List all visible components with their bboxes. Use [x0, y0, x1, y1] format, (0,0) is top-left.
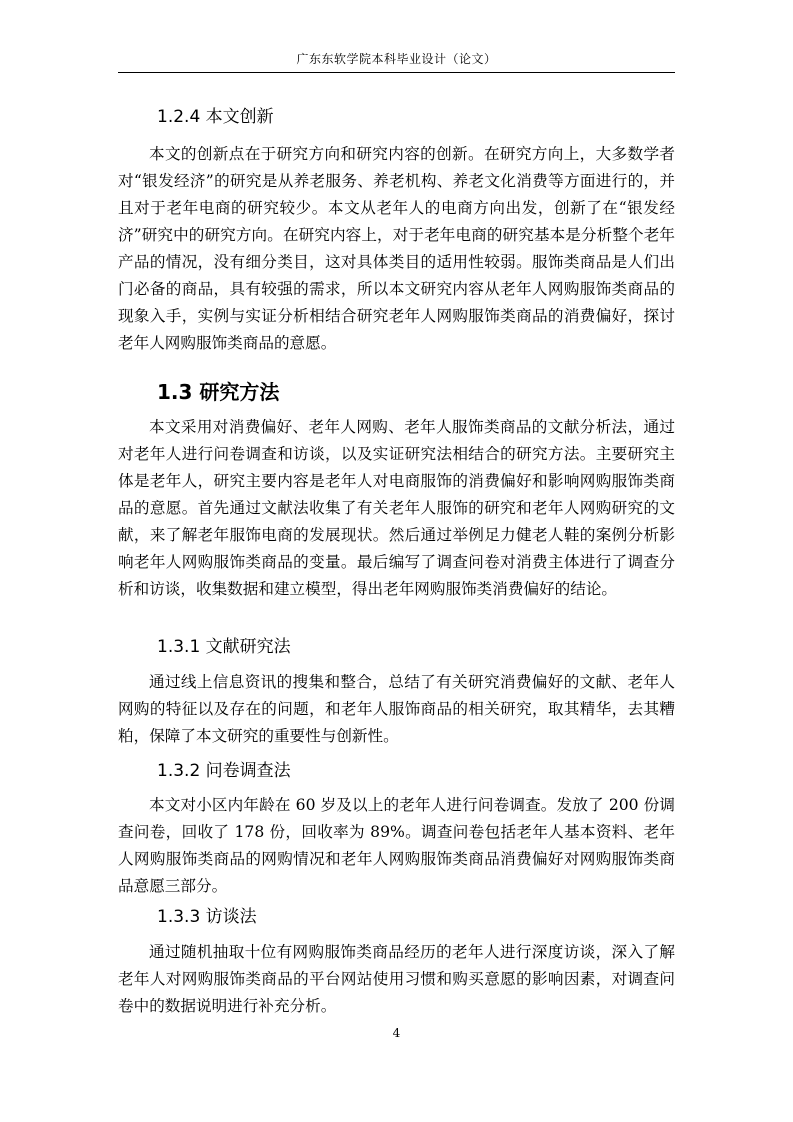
section-paragraph-1-3: 本文采用对消费偏好、老年人网购、老年人服饰类商品的文献分析法，通过对老年人进行问卷调查和访谈，以及实证研究法相结合的研究方法。主要研究主体是老年人，研究主要内容是老年人对电商服饰的消费偏好和影响网购服饰类商品的意愿。首先通过文献法收集了有关老年人服饰的研究和老年人网购研究的文献，来了解老年服饰电商的发展现状。然后通过举例足力健老人鞋的案例分析影响老年人网购服饰类商品的变量。最后编写了调查问卷对消费主体进行了调查分析和访谈，收集数据和建立模型，得出老年网购服饰类消费偏好的结论。 — [118, 418, 675, 598]
section-paragraph-1-3-1: 通过线上信息资讯的搜集和整合，总结了有关研究消费偏好的文献、老年人网购的特征以及存在的问题，和老年人服饰商品的相关研究，取其精华，去其糟粕，保障了本文研究的重要性与创新性。 — [118, 673, 675, 745]
section-heading-1-3-3: 1.3.3 访谈法 — [157, 907, 257, 927]
section-paragraph-1-3-2: 本文对小区内年龄在 60 岁及以上的老年人进行问卷调查。发放了 200 份调查问卷，回收了 178 份，回收率为 89%。调查问卷包括老年人基本资料、老年人网购服饰类商品的网购情况和老年人网购服饰类商品消费偏好对网购服饰类商品意愿三部分。 — [118, 796, 675, 895]
section-paragraph-1-3-3: 通过随机抽取十位有网购服饰类商品经历的老年人进行深度访谈，深入了解老年人对网购服饰类商品的平台网站使用习惯和购买意愿的影响因素，对调查问卷中的数据说明进行补充分析。 — [118, 943, 675, 1015]
section-heading-1-2-4: 1.2.4 本文创新 — [157, 107, 274, 127]
header-rule — [118, 72, 675, 73]
running-header: 广东东软学院本科毕业设计（论文） — [296, 52, 497, 66]
section-paragraph-1-2-4: 本文的创新点在于研究方向和研究内容的创新。在研究方向上，大多数学者对“银发经济”的研究是从养老服务、养老机构、养老文化消费等方面进行的，并且对于老年电商的研究较少。本文从老年人的电商方向出发，创新了在“银发经济”研究中的研究方向。在研究内容上，对于老年电商的研究基本是分析整个老年产品的情况，没有细分类目，这对具体类目的适用性较弱。服饰类商品是人们出门必备的商品，具有较强的需求，所以本文研究内容从老年人网购服饰类商品的现象入手，实例与实证分析相结合研究老年人网购服饰类商品的消费偏好，探讨老年人网购服饰类商品的意愿。 — [118, 145, 675, 352]
section-heading-1-3-1: 1.3.1 文献研究法 — [157, 637, 291, 657]
section-heading-1-3-2: 1.3.2 问卷调查法 — [157, 761, 291, 781]
section-heading-1-3: 1.3 研究方法 — [157, 380, 280, 404]
page-number: 4 — [392, 1026, 401, 1040]
